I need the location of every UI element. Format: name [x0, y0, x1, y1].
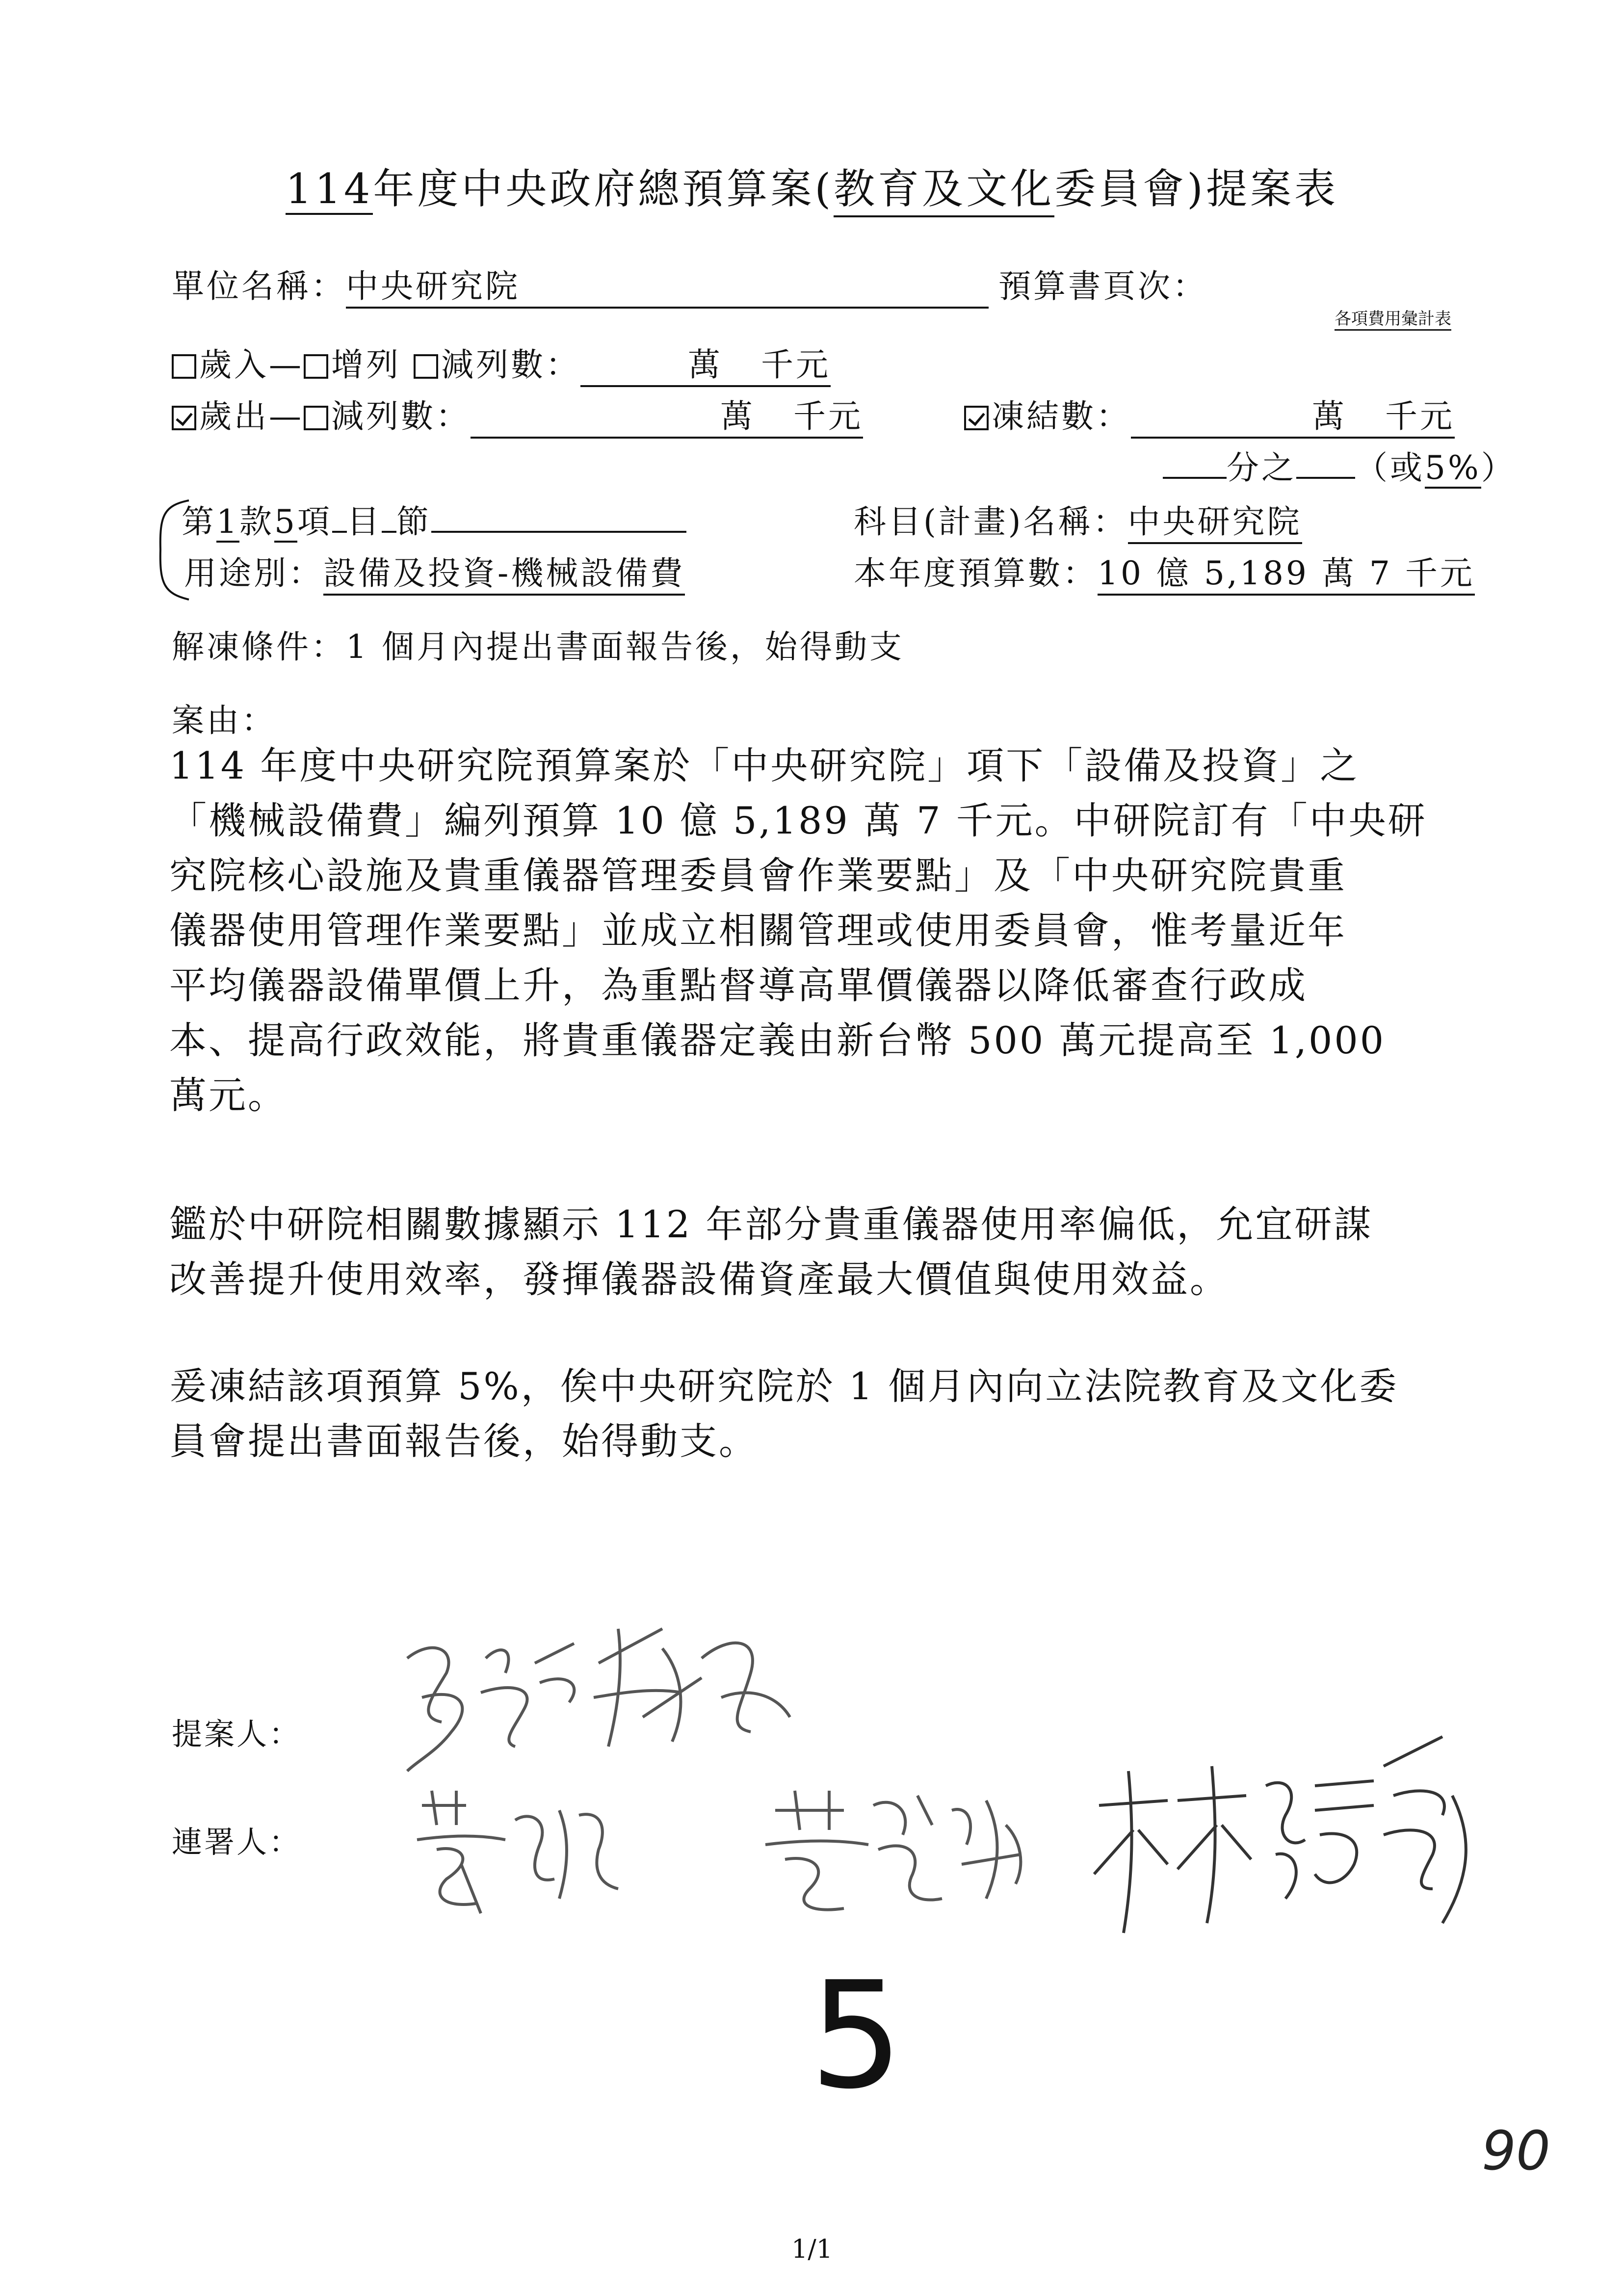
- reason-line: 爰凍結該項預算 5%，俟中央研究院於 1 個月內向立法院教育及文化委: [169, 1364, 1399, 1408]
- reason-line: 114 年度中央研究院預算案於「中央研究院」項下「設備及投資」之: [169, 744, 1360, 787]
- revenue-checkbox[interactable]: [172, 354, 196, 379]
- usage-row: [184, 547, 685, 596]
- fraction-label: 分之: [1227, 449, 1296, 487]
- budget-value: 10 億 5,189 萬 7 千元: [1098, 547, 1475, 596]
- item-row: [182, 496, 686, 543]
- unit-value: 中央研究院: [346, 260, 989, 309]
- freeze-row: [964, 390, 1455, 439]
- cosigner-signature-3: [1070, 1727, 1511, 1945]
- reason-line: 本、提高行政效能，將貴重儀器定義由新台幣 500 萬元提高至 1,000: [169, 1018, 1386, 1062]
- subject-row: [854, 496, 1302, 544]
- expense-checkbox[interactable]: [172, 406, 196, 430]
- freeze-label: 凍結數：: [992, 397, 1131, 435]
- revenue-wan: 萬: [688, 346, 723, 384]
- revenue-decrease-checkbox[interactable]: [414, 354, 438, 379]
- budget-label: 本年度預算數：: [854, 554, 1098, 592]
- usage-value: 設備及投資-機械設備費: [323, 547, 685, 596]
- jie-blank: [382, 531, 396, 533]
- fraction-numerator-blank: [1163, 477, 1227, 479]
- fraction-denominator-blank: [1296, 477, 1355, 479]
- freeze-amount: [1131, 390, 1455, 439]
- page-ref-label: 預算書頁次：: [998, 267, 1207, 305]
- reason-paragraph-1: [169, 738, 1427, 1123]
- cosigner-label: 連署人：: [172, 1824, 302, 1860]
- title-committee: 教育及文化: [834, 156, 1054, 217]
- mu-label: 目: [347, 503, 382, 541]
- xiang-number: 5: [274, 503, 297, 543]
- handwritten-number: 5: [810, 1950, 903, 2121]
- increase-label: 增列: [331, 346, 401, 384]
- reason-line: 儀器使用管理作業要點」並成立相關管理或使用委員會，惟考量近年: [169, 909, 1347, 952]
- freeze-qian: 千元: [1385, 397, 1455, 435]
- freeze-wan: 萬: [1312, 397, 1347, 435]
- expense-wan: 萬: [720, 397, 756, 435]
- jie-label: 節: [396, 503, 431, 541]
- unit-row: [172, 260, 989, 309]
- revenue-amount: [580, 339, 831, 387]
- page-number: 1/1: [791, 2235, 833, 2264]
- reason-line: 員會提出書面報告後，始得動支。: [169, 1419, 758, 1463]
- reason-line: 萬元。: [169, 1073, 287, 1117]
- subject-label: 科目(計畫)名稱：: [854, 503, 1128, 541]
- page-ref-note: 各項費用彙計表: [1335, 305, 1451, 331]
- budget-row: [854, 547, 1475, 596]
- revenue-decrease-label: 減列數：: [441, 346, 580, 384]
- reason-line: 「機械設備費」編列預算 10 億 5,189 萬 7 千元。中研院訂有「中央研: [169, 799, 1427, 842]
- expense-decrease-label: 減列數：: [331, 397, 471, 435]
- expense-qian: 千元: [793, 397, 863, 435]
- unit-label: 單位名稱：: [172, 267, 346, 305]
- reason-line: 鑑於中研院相關數據顯示 112 年部分貴重儀器使用率偏低，允宜研謀: [169, 1202, 1373, 1246]
- increase-checkbox[interactable]: [304, 354, 328, 379]
- xiang-label: 項: [297, 503, 332, 541]
- reason-label: 案由：: [172, 702, 276, 739]
- percent-value: 5%: [1425, 449, 1481, 489]
- subject-value: 中央研究院: [1128, 496, 1302, 544]
- reason-paragraph-2: [169, 1197, 1373, 1307]
- page-title: [0, 156, 1624, 217]
- revenue-label: 歲入—: [199, 346, 304, 384]
- reason-paragraph-3: [169, 1359, 1398, 1469]
- item-di: 第: [182, 503, 216, 541]
- cosigner-signature-2: [756, 1766, 1050, 1925]
- revenue-row: [172, 339, 831, 387]
- revenue-qian: 千元: [760, 346, 831, 384]
- expense-label: 歲出—: [199, 397, 304, 435]
- item-trailing-blank: [431, 531, 686, 533]
- title-mid: 年度中央政府總預算案(: [373, 165, 834, 213]
- mu-blank: [332, 531, 347, 533]
- or-label: （或: [1355, 449, 1425, 487]
- expense-amount: [471, 390, 863, 439]
- freeze-checkbox[interactable]: [964, 406, 989, 430]
- fraction-row: [1163, 442, 1516, 489]
- kuan-number: 1: [216, 503, 239, 543]
- or-close: ）: [1481, 449, 1516, 487]
- proposer-label: 提案人：: [172, 1716, 302, 1752]
- reason-line: 平均儀器設備單價上升，為重點督導高單價儀器以降低審查行政成: [169, 964, 1308, 1007]
- cosigner-signature-1: [402, 1766, 657, 1930]
- proposer-signature: [388, 1599, 829, 1788]
- kuan-label: 款: [239, 503, 274, 541]
- reason-line: 究院核心設施及貴重儀器管理委員會作業要點」及「中央研究院貴重: [169, 854, 1347, 897]
- title-year: 114: [286, 165, 373, 215]
- reason-line: 改善提升使用效率，發揮儀器設備資產最大價值與使用效益。: [169, 1257, 1229, 1301]
- expense-row: [172, 390, 863, 439]
- usage-label: 用途別：: [184, 554, 323, 592]
- handwritten-page: 90: [1482, 2119, 1550, 2182]
- title-end: 委員會)提案表: [1054, 165, 1338, 213]
- unfreeze-condition: 解凍條件：1 個月內提出書面報告後，始得動支: [172, 628, 904, 666]
- expense-decrease-checkbox[interactable]: [304, 406, 328, 430]
